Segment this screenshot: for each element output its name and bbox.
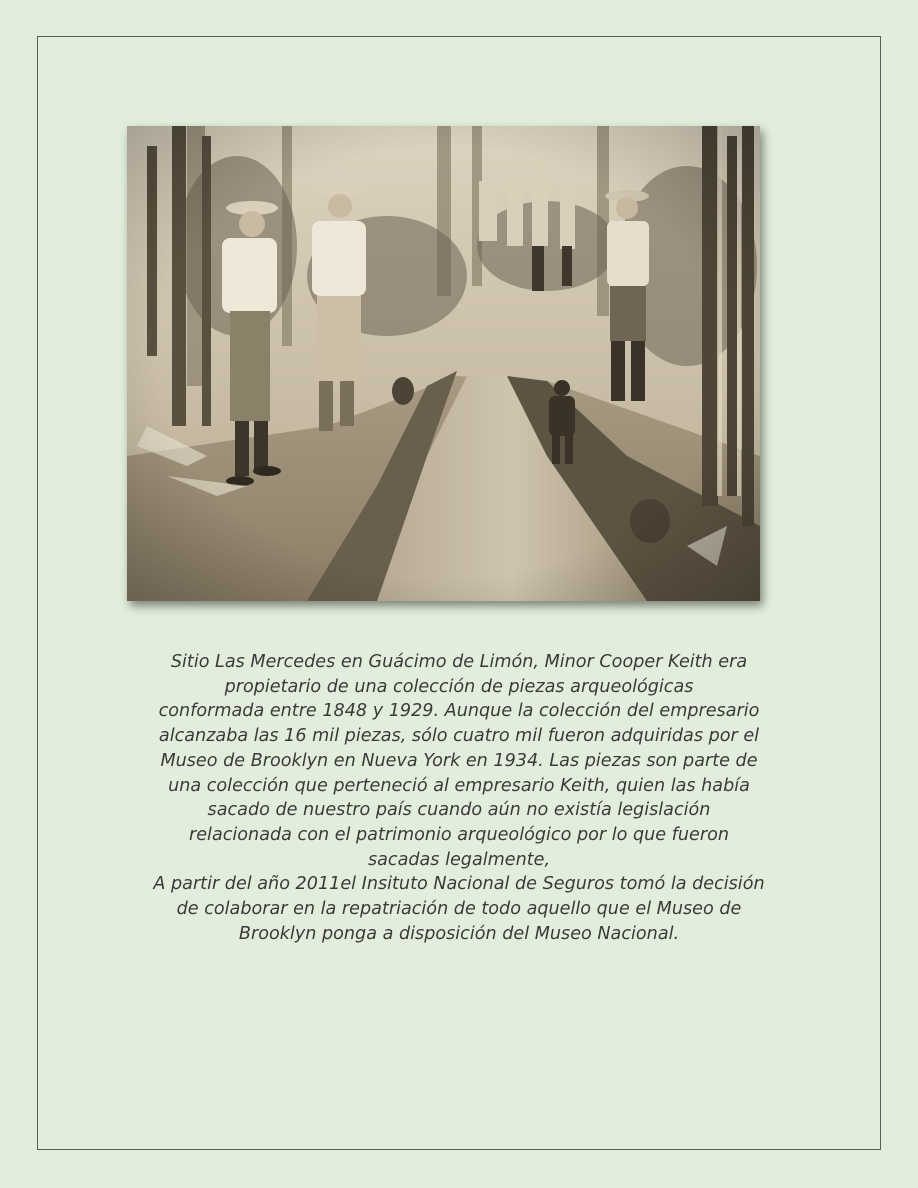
caption-line: A partir del año 2011el Insituto Nacional de Seguros tomó la decisión	[153, 874, 765, 895]
caption-line: sacado de nuestro país cuando aún no existía legislación	[207, 800, 711, 821]
caption-line: una colección que perteneció al empresario Keith, quien las había	[168, 775, 750, 796]
caption-line: alcanzaba las 16 mil piezas, sólo cuatro mil fueron adquiridas por el	[158, 726, 760, 747]
caption-line: conformada entre 1848 y 1929. Aunque la colección del empresario	[158, 701, 760, 722]
caption-line: Sitio Las Mercedes en Guácimo de Limón, Minor Cooper Keith era	[170, 652, 748, 672]
caption-line: Brooklyn ponga a disposición del Museo Nacional.	[238, 923, 680, 944]
photo-caption	[96, 650, 822, 946]
caption-line: de colaborar en la repatriación de todo aquello que el Museo de	[176, 899, 742, 920]
excavation-scene-image	[127, 126, 760, 601]
historical-photograph	[127, 126, 760, 601]
caption-line: sacadas legalmente,	[367, 849, 551, 870]
caption-line: Museo de Brooklyn en Nueva York en 1934. Las piezas son parte de	[160, 750, 758, 771]
caption-line: relacionada con el patrimonio arqueológico por lo que fueron	[189, 824, 729, 845]
caption-line: propietario de una colección de piezas arqueológicas	[224, 676, 694, 697]
